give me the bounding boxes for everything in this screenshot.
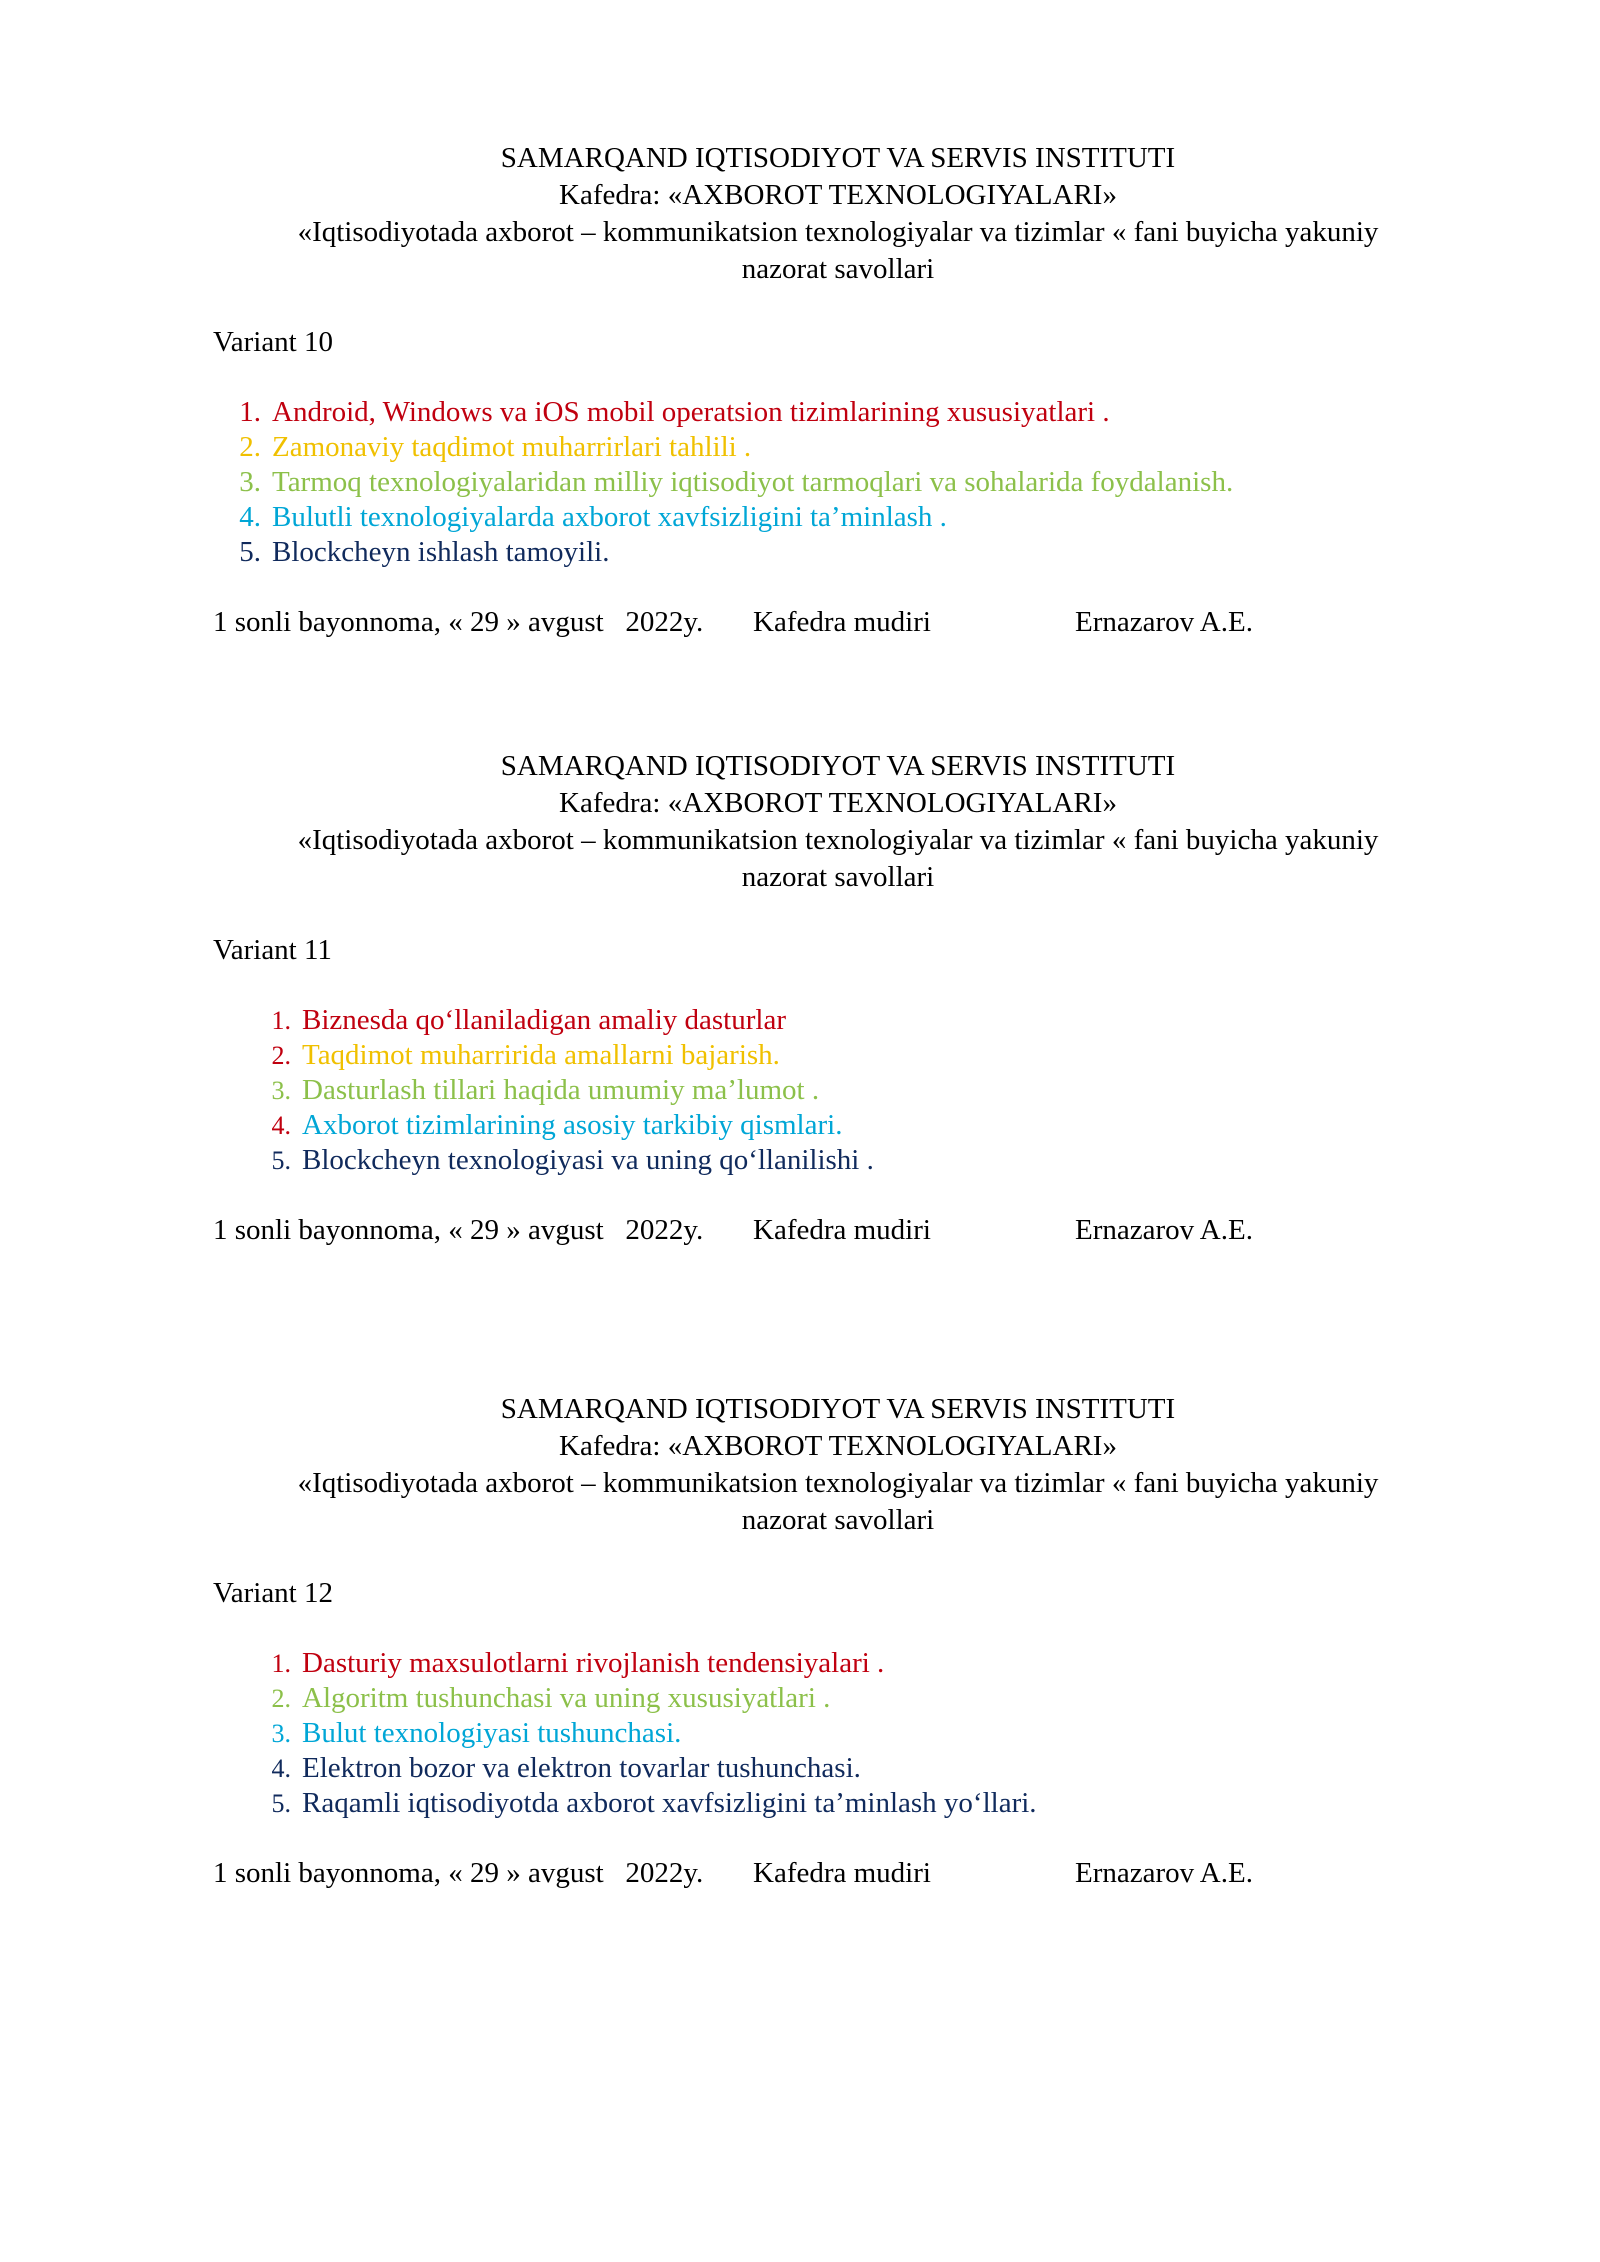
question-number: 1. — [271, 1006, 291, 1035]
question-text: Tarmoq texnologiyalaridan milliy iqtisodiyot tarmoqlari va sohalarida foydalanish. — [272, 466, 1234, 498]
institute-name: SAMARQAND IQTISODIYOT VA SERVIS INSTITUTI — [500, 1393, 1176, 1425]
variant-block-11 — [213, 748, 1463, 1249]
signature-line — [213, 1212, 1463, 1249]
question-number: 2. — [271, 1041, 291, 1070]
question-text: Blockcheyn ishlash tamoyili. — [272, 536, 610, 568]
institute-name: SAMARQAND IQTISODIYOT VA SERVIS INSTITUTI — [500, 750, 1176, 782]
question-number: 1. — [239, 396, 261, 428]
variant-title: Variant 12 — [213, 1577, 333, 1609]
variant-block-12 — [213, 1391, 1463, 1892]
question-list — [213, 1646, 1463, 1821]
question-item — [213, 430, 1463, 465]
question-item — [213, 1143, 1463, 1178]
subject-line-continued: nazorat savollari — [741, 253, 935, 285]
question-number: 1. — [271, 1649, 291, 1678]
head-of-department-label: Kafedra mudiri — [753, 1214, 931, 1246]
question-item — [213, 1681, 1463, 1716]
variant-title: Variant 11 — [213, 934, 332, 966]
question-item — [213, 500, 1463, 535]
question-text: Bulutli texnologiyalarda axborot xavfsizligini ta’minlash . — [272, 501, 947, 533]
department-name: Kafedra: «AXBOROT TEXNOLOGIYALARI» — [559, 179, 1117, 211]
subject-line: «Iqtisodiyotada axborot – kommunikatsion texnologiyalar va tizimlar « fani buyicha yakuniy — [297, 824, 1379, 856]
question-item — [213, 1646, 1463, 1681]
question-text: Biznesda qo‘llaniladigan amaliy dasturlar — [302, 1004, 786, 1036]
question-text: Dasturiy maxsulotlarni rivojlanish tendensiyalari . — [302, 1647, 885, 1679]
question-number: 4. — [271, 1754, 291, 1783]
question-item — [213, 465, 1463, 500]
head-of-department-label: Kafedra mudiri — [753, 606, 931, 638]
question-item — [213, 1786, 1463, 1821]
signature-line — [213, 1855, 1463, 1892]
variant-block-10 — [213, 140, 1463, 641]
question-item — [213, 1108, 1463, 1143]
question-number: 4. — [271, 1111, 291, 1140]
document-header — [213, 140, 1463, 288]
subject-line: «Iqtisodiyotada axborot – kommunikatsion texnologiyalar va tizimlar « fani buyicha yakuniy — [297, 216, 1379, 248]
question-list — [213, 1003, 1463, 1178]
question-list — [213, 395, 1463, 570]
question-item — [213, 1003, 1463, 1038]
question-number: 5. — [271, 1146, 291, 1175]
question-number: 5. — [239, 536, 261, 568]
question-number: 3. — [239, 466, 261, 498]
signatory-name: Ernazarov A.E. — [1075, 606, 1253, 638]
document-header — [213, 1391, 1463, 1539]
variant-title: Variant 10 — [213, 326, 333, 358]
question-text: Elektron bozor va elektron tovarlar tushunchasi. — [302, 1752, 861, 1784]
question-item — [213, 1038, 1463, 1073]
question-number: 2. — [271, 1684, 291, 1713]
institute-name: SAMARQAND IQTISODIYOT VA SERVIS INSTITUTI — [500, 142, 1176, 174]
document-header — [213, 748, 1463, 896]
question-item — [213, 1716, 1463, 1751]
question-text: Zamonaviy taqdimot muharrirlari tahlili . — [272, 431, 752, 463]
question-number: 3. — [271, 1076, 291, 1105]
subject-line-continued: nazorat savollari — [741, 861, 935, 893]
signature-line — [213, 604, 1463, 641]
subject-line-continued: nazorat savollari — [741, 1504, 935, 1536]
department-name: Kafedra: «AXBOROT TEXNOLOGIYALARI» — [559, 1430, 1117, 1462]
question-text: Blockcheyn texnologiyasi va uning qo‘llanilishi . — [302, 1144, 874, 1176]
protocol-text: 1 sonli bayonnoma, « 29 » avgust 2022y. — [213, 1857, 704, 1889]
question-text: Taqdimot muharririda amallarni bajarish. — [302, 1039, 780, 1071]
question-item — [213, 535, 1463, 570]
question-text: Raqamli iqtisodiyotda axborot xavfsizligini ta’minlash yo‘llari. — [302, 1787, 1037, 1819]
subject-line: «Iqtisodiyotada axborot – kommunikatsion texnologiyalar va tizimlar « fani buyicha yakuniy — [297, 1467, 1379, 1499]
head-of-department-label: Kafedra mudiri — [753, 1857, 931, 1889]
protocol-text: 1 sonli bayonnoma, « 29 » avgust 2022y. — [213, 606, 704, 638]
department-name: Kafedra: «AXBOROT TEXNOLOGIYALARI» — [559, 787, 1117, 819]
question-item — [213, 395, 1463, 430]
question-number: 4. — [239, 501, 261, 533]
question-item — [213, 1073, 1463, 1108]
question-number: 5. — [271, 1789, 291, 1818]
protocol-text: 1 sonli bayonnoma, « 29 » avgust 2022y. — [213, 1214, 704, 1246]
question-item — [213, 1751, 1463, 1786]
question-text: Bulut texnologiyasi tushunchasi. — [302, 1717, 682, 1749]
signatory-name: Ernazarov A.E. — [1075, 1214, 1253, 1246]
question-text: Android, Windows va iOS mobil operatsion tizimlarining xususiyatlari . — [272, 396, 1110, 428]
question-text: Dasturlash tillari haqida umumiy ma’lumot . — [302, 1074, 820, 1106]
question-text: Algoritm tushunchasi va uning xususiyatlari . — [302, 1682, 831, 1714]
question-number: 3. — [271, 1719, 291, 1748]
question-text: Axborot tizimlarining asosiy tarkibiy qismlari. — [302, 1109, 843, 1141]
signatory-name: Ernazarov A.E. — [1075, 1857, 1253, 1889]
question-number: 2. — [239, 431, 261, 463]
